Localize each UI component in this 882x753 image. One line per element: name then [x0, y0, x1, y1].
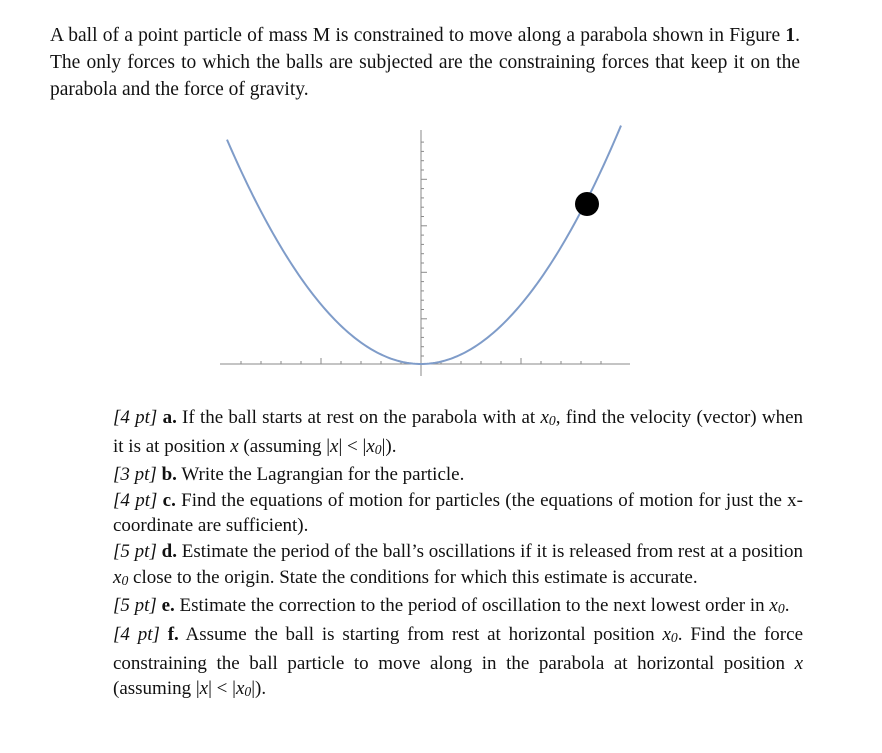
question-a [113, 405, 803, 462]
question-a-text: | < | [338, 435, 367, 457]
question-e-label: e. [161, 595, 175, 617]
question-e-text: . [784, 595, 790, 617]
question-b-text: Write the Lagrangian for the particle. [176, 464, 465, 486]
parabola-figure [215, 125, 635, 385]
subscript-0: 0 [548, 413, 556, 429]
question-f-text: |). [251, 678, 267, 700]
axes [220, 130, 630, 376]
question-f [113, 622, 803, 705]
question-e [113, 593, 803, 622]
var-x: x [113, 566, 122, 588]
var-x: x [769, 595, 778, 617]
figure-number: 1 [785, 25, 796, 46]
var-x: x [230, 435, 239, 457]
subscript-0: 0 [777, 601, 785, 617]
question-a-text: If the ball starts at rest on the parabola with at [176, 407, 541, 428]
question-b [113, 462, 803, 488]
intro-text-2: . The only forces to which the balls are subjected are the constraining forces that keep it on the parabola and the force of gravity. [50, 25, 800, 100]
var-x: x [366, 435, 375, 457]
question-d-text: close to the origin. State the conditions for which this estimate is accurate. [128, 566, 698, 588]
ball [575, 192, 599, 216]
question-c-label: c. [162, 489, 176, 511]
var-x: x [662, 623, 671, 645]
question-f-text: Assume the ball is starting from rest at horizontal position [178, 623, 663, 645]
question-e-points: [5 pt] [113, 595, 157, 617]
question-list [113, 405, 803, 705]
question-a-points: [4 pt] [113, 407, 158, 428]
question-c-text: Find the equations of motion for particles (the equations of motion for just the x-coordinate are sufficient). [113, 489, 804, 537]
subscript-0: 0 [670, 629, 678, 645]
question-a-text: |). [381, 435, 397, 457]
var-x: x [794, 652, 803, 674]
question-d-text: Estimate the period of the ball’s oscillations if it is released from rest at a position [176, 541, 804, 563]
question-a-text: (assuming | [238, 435, 331, 457]
question-d [113, 539, 803, 593]
var-x: x [540, 407, 549, 428]
var-x: x [199, 678, 209, 700]
question-a-label: a. [162, 407, 177, 428]
var-x: x [330, 435, 339, 457]
var-x: x [235, 678, 245, 700]
subscript-0: 0 [121, 572, 129, 588]
question-f-text: | < | [208, 678, 236, 700]
subscript-0: 0 [244, 684, 252, 700]
question-f-text: (assuming | [113, 678, 200, 700]
question-f-label: f. [167, 623, 179, 645]
intro-text-1: A ball of a point particle of mass M is constrained to move along a parabola shown in Figure [50, 25, 786, 46]
subscript-0: 0 [374, 441, 382, 457]
question-b-label: b. [161, 464, 177, 486]
question-f-text: . Find the force constraining the ball particle to move along in the parabola at horizontal position [113, 623, 804, 674]
question-d-label: d. [161, 541, 177, 563]
question-a-text: , find the velocity (vector) when it is at position [113, 407, 803, 457]
question-b-points: [3 pt] [113, 464, 157, 486]
question-d-points: [5 pt] [113, 541, 157, 563]
question-c [113, 488, 803, 539]
question-f-points: [4 pt] [113, 623, 160, 645]
intro-paragraph [50, 22, 800, 103]
question-e-text: Estimate the correction to the period of oscillation to the next lowest order in [174, 595, 770, 617]
question-c-points: [4 pt] [113, 489, 158, 511]
